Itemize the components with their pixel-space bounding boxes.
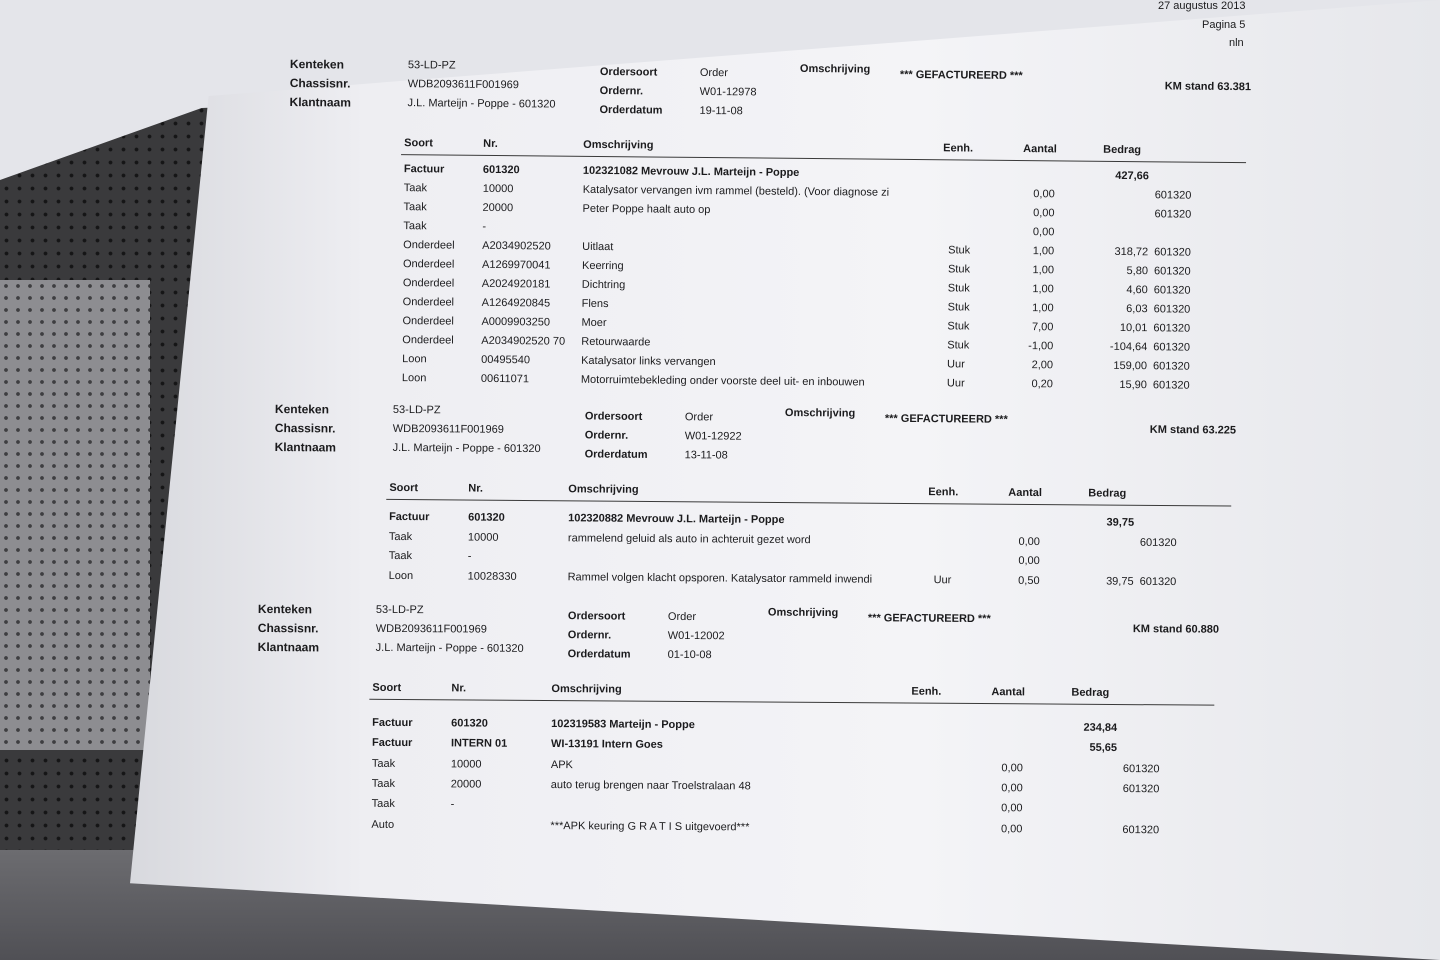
ordernr-label: Ordernr. (584, 429, 629, 442)
col-aantal-header: Aantal (991, 686, 1026, 699)
row-aantal: 0,00 (1001, 782, 1023, 795)
row-omschrijving: Peter Poppe haalt auto op (582, 202, 711, 217)
row-bedrag: 39,75 (1106, 516, 1135, 529)
row-omschrijving: 102320882 Mevrouw J.L. Marteijn - Poppe (568, 512, 785, 527)
status-badge: *** GEFACTUREERD *** (867, 612, 991, 626)
ordernr-label: Ordernr. (599, 84, 644, 98)
ordersoort-value: Order (684, 411, 714, 424)
orderdatum-label: Orderdatum (599, 103, 663, 117)
row-soort: Loon (401, 372, 427, 385)
row-aantal: 7,00 (1031, 321, 1054, 334)
row-aantal: 0,20 (1031, 378, 1053, 391)
col-omschrijving-header: Omschrijving (568, 483, 639, 496)
klantnaam-value: J.L. Marteijn - Poppe - 601320 (375, 641, 524, 655)
row-klantnr: 601320 (1122, 782, 1160, 796)
row-aantal: 0,00 (1001, 761, 1023, 774)
kenteken-value: 53-LD-PZ (375, 603, 424, 617)
row-klantnr: 601320 (1153, 303, 1191, 316)
row-bedrag: 5,80 (1126, 265, 1149, 278)
row-nr: A2024920181 (481, 277, 551, 291)
row-omschrijving: 102319583 Marteijn - Poppe (551, 718, 695, 732)
kenteken-value: 53-LD-PZ (407, 59, 456, 72)
row-aantal: 1,00 (1032, 264, 1055, 277)
row-klantnr: 601320 (1153, 265, 1191, 278)
row-soort: Factuur (372, 716, 413, 730)
row-bedrag: 10,01 (1119, 321, 1148, 335)
klantnaam-value: J.L. Marteijn - Poppe - 601320 (392, 441, 541, 456)
klantnaam-label: Klantnaam (289, 94, 352, 110)
row-nr: INTERN 01 (450, 737, 508, 751)
row-bedrag: 39,75 (1106, 575, 1134, 588)
row-soort: Onderdeel (402, 296, 455, 309)
ordersoort-label: Ordersoort (584, 410, 643, 423)
row-eenh: Uur (947, 358, 965, 371)
row-klantnr: 601320 (1153, 341, 1191, 354)
row-klantnr: 601320 (1153, 322, 1191, 335)
status-badge: *** GEFACTUREERD *** (884, 412, 1008, 426)
km-stand: KM stand 60.880 (1132, 623, 1220, 636)
row-nr: A2034902520 70 (481, 334, 566, 348)
row-nr: 601320 (468, 511, 505, 524)
row-aantal: 0,50 (1018, 574, 1040, 587)
row-eenh: Uur (946, 377, 965, 390)
row-nr: 601320 (451, 717, 488, 730)
row-omschrijving: Retourwaarde (581, 335, 651, 349)
row-soort: Factuur (371, 737, 413, 750)
ordersoort-value: Order (699, 66, 729, 80)
row-nr: 00611071 (480, 372, 530, 386)
omschrijving-label: Omschrijving (799, 62, 871, 76)
kenteken-label: Kenteken (274, 402, 330, 417)
row-nr: A0009903250 (481, 315, 551, 329)
kenteken-label: Kenteken (257, 602, 313, 617)
row-bedrag: 427,66 (1115, 169, 1149, 183)
row-omschrijving: Uitlaat (582, 240, 614, 254)
row-aantal: 0,00 (1033, 207, 1055, 220)
row-omschrijving: Flens (581, 297, 609, 311)
row-soort: Factuur (389, 510, 430, 524)
row-omschrijving: APK (550, 758, 573, 771)
row-aantal: -1,00 (1028, 340, 1054, 353)
row-soort: Onderdeel (402, 334, 454, 347)
col-aantal-header: Aantal (1023, 143, 1057, 156)
row-omschrijving: WI-13191 Intern Goes (550, 738, 663, 752)
row-klantnr: 601320 (1154, 189, 1192, 202)
page-unit: nln (1229, 37, 1244, 49)
kenteken-label: Kenteken (289, 57, 345, 72)
row-klantnr: 601320 (1139, 575, 1177, 588)
row-bedrag: 159,00 (1113, 359, 1148, 373)
orderdatum-value: 13-11-08 (684, 449, 728, 462)
col-omschrijving-header: Omschrijving (583, 138, 654, 152)
row-soort: Onderdeel (402, 277, 455, 290)
col-nr-header: Nr. (468, 482, 484, 495)
kenteken-value: 53-LD-PZ (392, 403, 441, 417)
ordersoort-label: Ordersoort (599, 65, 658, 79)
row-nr: 20000 (482, 201, 514, 215)
ordernr-value: W01-12002 (667, 629, 725, 643)
row-soort: Onderdeel (402, 258, 455, 271)
col-eenh-header: Eenh. (943, 142, 974, 155)
row-klantnr: 601320 (1153, 360, 1190, 373)
row-omschrijving: Motorruimtebekleding onder voorste deel uit- en inbouwen (580, 373, 865, 389)
print-date: 27 augustus 2013 (1158, 0, 1246, 12)
col-bedrag-header: Bedrag (1088, 487, 1127, 500)
row-aantal: 2,00 (1031, 359, 1054, 372)
row-klantnr: 601320 (1154, 246, 1191, 259)
row-omschrijving: Rammel volgen klacht opsporen. Katalysator rammeld inwendi (567, 570, 873, 586)
row-soort: Taak (403, 182, 428, 195)
row-bedrag: 6,03 (1126, 303, 1148, 316)
col-eenh-header: Eenh. (928, 486, 959, 499)
row-omschrijving: Katalysator links vervangen (581, 354, 716, 369)
row-klantnr: 601320 (1152, 379, 1190, 392)
chassis-value: WDB2093611F001969 (407, 78, 519, 92)
row-soort: Taak (371, 797, 395, 811)
klantnaam-label: Klantnaam (274, 439, 337, 455)
omschrijving-label: Omschrijving (784, 407, 856, 420)
row-omschrijving: Keerring (581, 259, 624, 273)
row-aantal: 1,00 (1032, 245, 1055, 258)
order-block (256, 603, 1258, 910)
ordersoort-label: Ordersoort (567, 610, 626, 623)
row-aantal: 0,00 (1032, 226, 1055, 239)
row-nr: A2034902520 (482, 239, 551, 253)
chassis-label: Chassisnr. (257, 620, 319, 636)
row-aantal: 0,00 (1000, 822, 1023, 835)
row-nr: 10000 (482, 182, 514, 196)
row-soort: Taak (371, 757, 396, 770)
row-bedrag: 55,65 (1089, 742, 1118, 755)
row-aantal: 1,00 (1032, 283, 1054, 296)
row-soort: Taak (403, 220, 427, 233)
km-stand: KM stand 63.225 (1149, 423, 1237, 437)
page-number: Pagina 5 (1202, 19, 1246, 31)
chassis-label: Chassisnr. (289, 75, 351, 91)
row-soort: Onderdeel (403, 239, 455, 252)
row-soort: Factuur (403, 163, 445, 176)
row-eenh: Stuk (947, 263, 971, 276)
row-bedrag: 318,72 (1114, 245, 1149, 259)
row-bedrag: -104,64 (1109, 340, 1148, 354)
row-omschrijving: auto terug brengen naar Troelstralaan 48 (550, 778, 751, 793)
row-klantnr: 601320 (1122, 762, 1160, 775)
col-nr-header: Nr. (451, 682, 467, 695)
row-aantal: 1,00 (1032, 302, 1054, 315)
row-soort: Taak (388, 530, 413, 543)
row-bedrag: 234,84 (1083, 721, 1118, 735)
row-eenh: Stuk (947, 301, 970, 314)
row-aantal: 0,00 (1018, 554, 1040, 568)
col-omschrijving-header: Omschrijving (551, 683, 622, 696)
row-klantnr: 601320 (1139, 536, 1177, 549)
row-klantnr: 601320 (1122, 823, 1160, 836)
col-soort-header: Soort (404, 137, 433, 150)
row-nr: 10028330 (467, 570, 517, 583)
orderdatum-label: Orderdatum (584, 448, 648, 461)
row-soort: Taak (388, 549, 413, 563)
row-omschrijving: rammelend geluid als auto in achteruit gezet word (567, 531, 811, 546)
row-soort: Onderdeel (402, 315, 454, 328)
row-soort: Taak (403, 201, 427, 214)
klantnaam-value: J.L. Marteijn - Poppe - 601320 (407, 97, 556, 111)
ordernr-value: W01-12978 (699, 85, 757, 99)
klantnaam-label: Klantnaam (257, 639, 320, 655)
col-nr-header: Nr. (483, 137, 498, 150)
row-nr: - (467, 550, 472, 563)
row-nr: 00495540 (481, 353, 531, 367)
row-eenh: Stuk (948, 244, 971, 257)
row-omschrijving: Katalysator vervangen ivm rammel (besteld). (Voor diagnose zi (582, 183, 890, 199)
col-soort-header: Soort (372, 681, 402, 695)
col-aantal-header: Aantal (1008, 486, 1042, 500)
row-bedrag: 15,90 (1119, 378, 1147, 392)
row-soort: Loon (388, 569, 414, 582)
orderdatum-label: Orderdatum (567, 648, 631, 661)
row-nr: A1269970041 (481, 258, 551, 272)
orderdatum-value: 01-10-08 (667, 648, 712, 662)
chassis-value: WDB2093611F001969 (392, 422, 504, 436)
chassis-value: WDB2093611F001969 (375, 622, 487, 636)
row-soort: Loon (402, 353, 427, 366)
omschrijving-label: Omschrijving (767, 606, 839, 620)
row-nr: 10000 (450, 757, 482, 771)
row-klantnr: 601320 (1153, 284, 1191, 297)
row-eenh: Stuk (947, 339, 970, 352)
row-nr: 10000 (467, 531, 499, 544)
row-eenh: Uur (933, 573, 952, 586)
row-soort: Auto (371, 818, 395, 831)
col-bedrag-header: Bedrag (1103, 143, 1142, 157)
km-stand: KM stand 63.381 (1164, 80, 1252, 94)
row-klantnr: 601320 (1154, 208, 1192, 221)
row-omschrijving: Moer (581, 316, 607, 330)
row-bedrag: 4,60 (1126, 284, 1148, 297)
row-nr: - (482, 220, 487, 233)
row-nr: - (450, 798, 455, 811)
ordersoort-value: Order (667, 610, 697, 624)
row-omschrijving: ***APK keuring G R A T I S uitgevoerd*** (550, 819, 750, 833)
row-aantal: 0,00 (1018, 535, 1040, 548)
ordernr-label: Ordernr. (567, 629, 612, 642)
row-nr: A1264920845 (481, 296, 551, 310)
col-bedrag-header: Bedrag (1071, 686, 1110, 699)
order-block (287, 57, 1290, 392)
row-omschrijving: 102321082 Mevrouw J.L. Marteijn - Poppe (582, 164, 800, 179)
row-aantal: 0,00 (1001, 802, 1023, 815)
header-divider (369, 699, 1214, 706)
chassis-label: Chassisnr. (274, 420, 336, 436)
orderdatum-value: 19-11-08 (699, 104, 743, 118)
col-eenh-header: Eenh. (911, 685, 942, 698)
col-soort-header: Soort (389, 481, 419, 495)
ordernr-value: W01-12922 (684, 430, 742, 443)
row-nr: 20000 (450, 778, 482, 791)
row-soort: Taak (371, 777, 396, 790)
row-eenh: Stuk (947, 320, 970, 333)
row-aantal: 0,00 (1033, 188, 1055, 201)
row-nr: 601320 (482, 163, 520, 177)
status-badge: *** GEFACTUREERD *** (899, 68, 1023, 83)
row-omschrijving: Dichtring (581, 278, 626, 292)
row-eenh: Stuk (947, 282, 970, 295)
